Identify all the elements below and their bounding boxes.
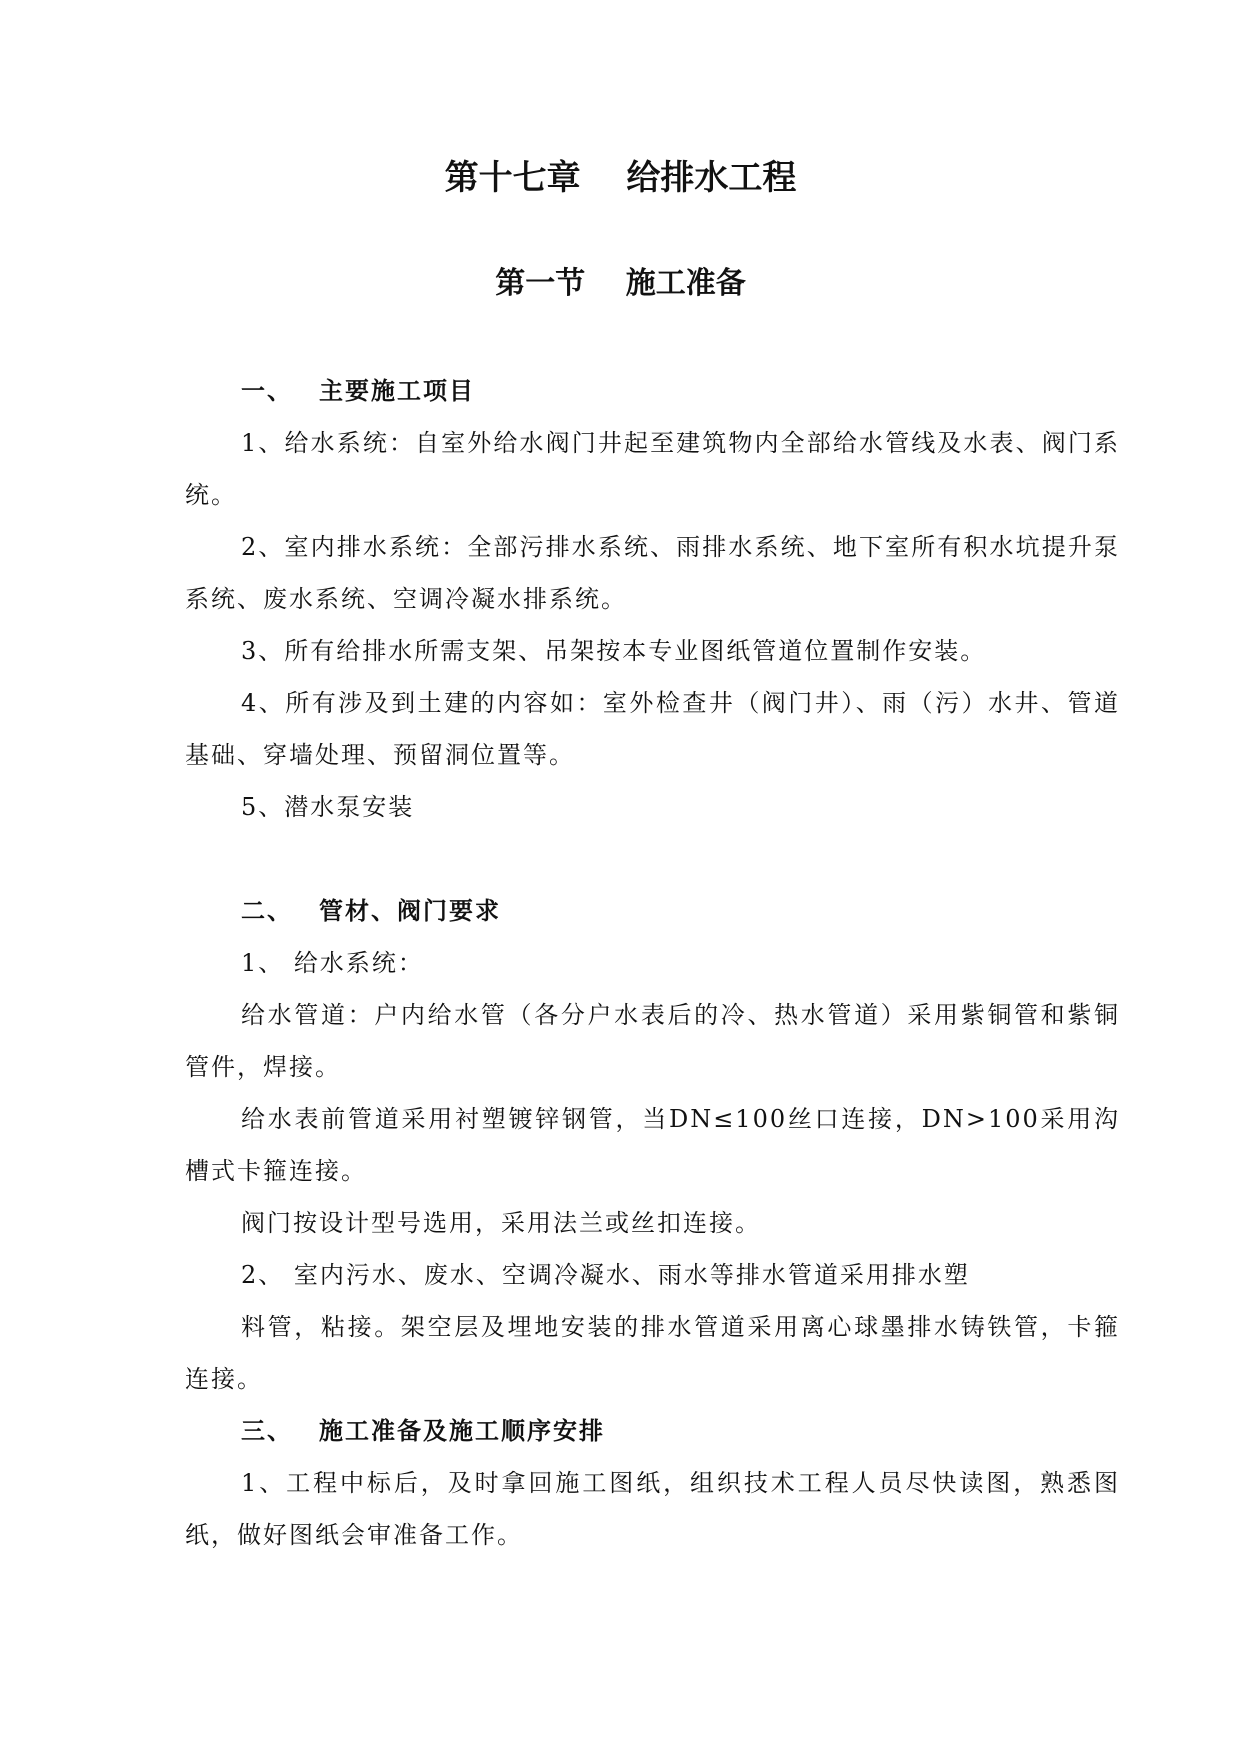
paragraph: 1、工程中标后，及时拿回施工图纸，组织技术工程人员尽快读图，熟悉图纸，做好图纸会审准备工作。 <box>185 1469 1120 1549</box>
paragraph: 1、 给水系统： <box>241 949 424 977</box>
part-number: 三、 <box>241 1417 293 1445</box>
part-heading-text: 管材、阀门要求 <box>319 897 501 925</box>
paragraph: 料管，粘接。架空层及埋地安装的排水管道采用离心球墨排水铸铁管，卡箍连接。 <box>185 1313 1120 1393</box>
paragraph: 2、 室内污水、废水、空调冷凝水、雨水等排水管道采用排水塑 <box>241 1261 970 1289</box>
paragraph: 给水管道：户内给水管（各分户水表后的冷、热水管道）采用紫铜管和紫铜管件，焊接。 <box>185 1001 1120 1081</box>
part-heading <box>185 1405 1120 1457</box>
paragraph: 2、室内排水系统：全部污排水系统、雨排水系统、地下室所有积水坑提升泵系统、废水系统、空调冷凝水排系统。 <box>185 533 1120 613</box>
paragraph: 给水表前管道采用衬塑镀锌钢管，当DN≤100丝口连接，DN>100采用沟槽式卡箍连接。 <box>185 1105 1120 1185</box>
document-body <box>185 365 1120 1561</box>
paragraph: 阀门按设计型号选用，采用法兰或丝扣连接。 <box>241 1209 761 1237</box>
part-heading <box>185 365 1120 417</box>
paragraph: 3、所有给排水所需支架、吊架按本专业图纸管道位置制作安装。 <box>241 637 987 665</box>
part-number: 二、 <box>241 897 293 925</box>
paragraph: 1、给水系统：自室外给水阀门井起至建筑物内全部给水管线及水表、阀门系统。 <box>185 429 1120 509</box>
chapter-title: 第十七章 给排水工程 <box>444 158 797 198</box>
part-heading-text: 施工准备及施工顺序安排 <box>319 1417 605 1445</box>
part-heading <box>185 885 1120 937</box>
part-number: 一、 <box>241 377 293 405</box>
section-title: 第一节 施工准备 <box>495 266 746 301</box>
paragraph: 5、潜水泵安装 <box>241 793 415 821</box>
paragraph: 4、所有涉及到土建的内容如：室外检查井（阀门井）、雨（污）水井、管道基础、穿墙处理、预留洞位置等。 <box>185 689 1120 769</box>
part-heading-text: 主要施工项目 <box>319 377 475 405</box>
